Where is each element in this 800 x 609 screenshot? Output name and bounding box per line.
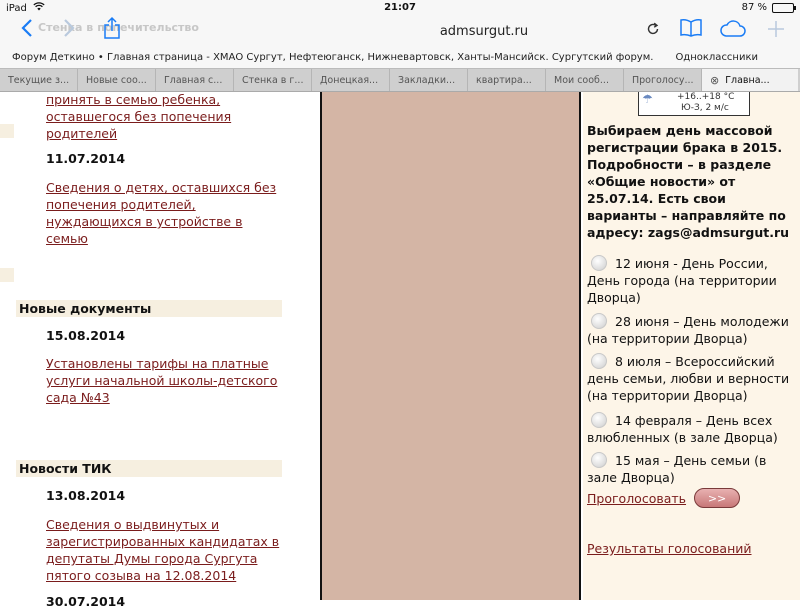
poll-results-link[interactable]: Результаты голосований [587,541,752,556]
tab[interactable]: Новые соо... [78,69,156,91]
tab-bar [0,68,800,92]
tab[interactable]: Главная с... [156,69,234,91]
poll-option[interactable] [587,412,799,446]
vote-link[interactable]: Проголосовать [587,490,687,506]
device-name: iPad [6,2,27,14]
tab[interactable]: Текущие з... [0,69,78,91]
radio-button[interactable] [591,452,607,468]
bookmarks-bar [0,46,800,68]
poll-intro: Выбираем день массовой регистрации брака в 2015. Подробности – в разделе «Общие новости» от 25.07.14. Есть свои варианты – направляйте по адресу: zags@admsurgut.ru [587,123,790,240]
ghost-title-word: попечительство [97,21,199,34]
poll-option-label: 28 июня – День молодежи (на территории Дворца) [587,314,789,346]
battery-percent: 87 % [741,2,767,13]
poll-option[interactable] [587,353,799,404]
new-tab-button[interactable] [764,19,788,43]
status-bar [0,0,800,16]
news-date: 13.08.2014 [46,488,126,503]
tab-active-label: Главна... [725,74,770,86]
tab-active[interactable] [702,69,798,91]
news-date: 11.07.2014 [46,151,126,166]
tab[interactable]: квартира... [468,69,546,91]
bookmarks-button[interactable] [678,19,704,43]
status-right [742,2,794,13]
poll-option-label: 14 февраля – День всех влюбленных (в зале Дворца) [587,413,778,445]
tab[interactable]: Стенка в г... [234,69,312,91]
plus-icon [767,19,785,44]
browser-toolbar [0,16,800,46]
weather-widget [638,92,750,116]
clock: 21:07 [384,2,416,13]
url-text: admsurgut.ru [439,23,529,39]
middle-column [322,92,581,600]
ghost-title-prefix: Стенка в [38,21,94,34]
tab[interactable]: Проголосу... [624,69,702,91]
poll-option[interactable] [587,313,799,347]
decor-block [0,124,14,138]
close-tab-icon[interactable]: ⊗ [710,73,720,87]
chevron-right-icon [63,18,75,44]
bookmark-item[interactable]: Форум Деткино • Главная страница - ХМАО Сургут, Нефтеюганск, Нижневартовск, Ханты-Мансийск. Сургутский форум. [12,51,654,63]
poll-option[interactable] [587,255,799,306]
section-heading-tik: Новости ТИК [16,460,282,477]
radio-button[interactable] [591,313,607,329]
weather-temp: +16..+18 °С [677,92,735,102]
vote-submit-button[interactable]: >> [694,488,740,508]
tab[interactable]: Мои сооб... [546,69,624,91]
reload-icon[interactable] [646,22,660,40]
cloud-icon [719,19,747,44]
news-link[interactable]: Сведения о выдвинутых и зарегистрированных кандидатах в депутаты Думы города Сургута пятого созыва на 12.08.2014 [46,517,280,583]
radio-button[interactable] [591,353,607,369]
web-page [0,92,800,609]
poll-option[interactable] [587,452,799,486]
radio-button[interactable] [591,255,607,271]
poll-column [583,92,800,600]
chevron-left-icon [21,18,33,44]
vote-row [587,488,740,508]
news-column [0,92,322,609]
weather-icon: ☂ [642,92,653,106]
news-link[interactable]: принять в семью ребенка, оставшегося без попечения родителей [46,92,232,141]
news-date: 15.08.2014 [46,328,126,343]
forward-button[interactable] [58,19,80,43]
address-bar[interactable] [300,19,668,43]
radio-button[interactable] [591,412,607,428]
tab[interactable]: Донецкая... [312,69,390,91]
news-link[interactable]: Установлены тарифы на платные услуги начальной школы-детского сада №43 [46,356,278,405]
weather-wind: Ю-З, 2 м/с [681,103,729,113]
poll-option-label: 12 июня - День России, День города (на территории Дворца) [587,256,777,305]
book-icon [679,18,703,44]
icloud-tabs-button[interactable] [718,19,748,43]
battery-icon [772,3,794,13]
back-button[interactable] [16,19,38,43]
decor-block [0,268,14,282]
poll-option-label: 15 мая – День семьи (в зале Дворца) [587,453,767,485]
share-icon [103,17,121,45]
poll-option-label: 8 июля – Всероссийский день семьи, любви и верности (на территории Дворца) [587,354,790,403]
news-date: 30.07.2014 [46,594,126,609]
share-button[interactable] [100,19,124,43]
section-heading-documents: Новые документы [16,300,282,317]
bookmark-item[interactable]: Одноклассники [675,51,759,63]
news-link[interactable]: Сведения о детях, оставшихся без попечения родителей, нуждающихся в устройстве в семью [46,180,277,246]
tab[interactable]: Закладки... [390,69,468,91]
